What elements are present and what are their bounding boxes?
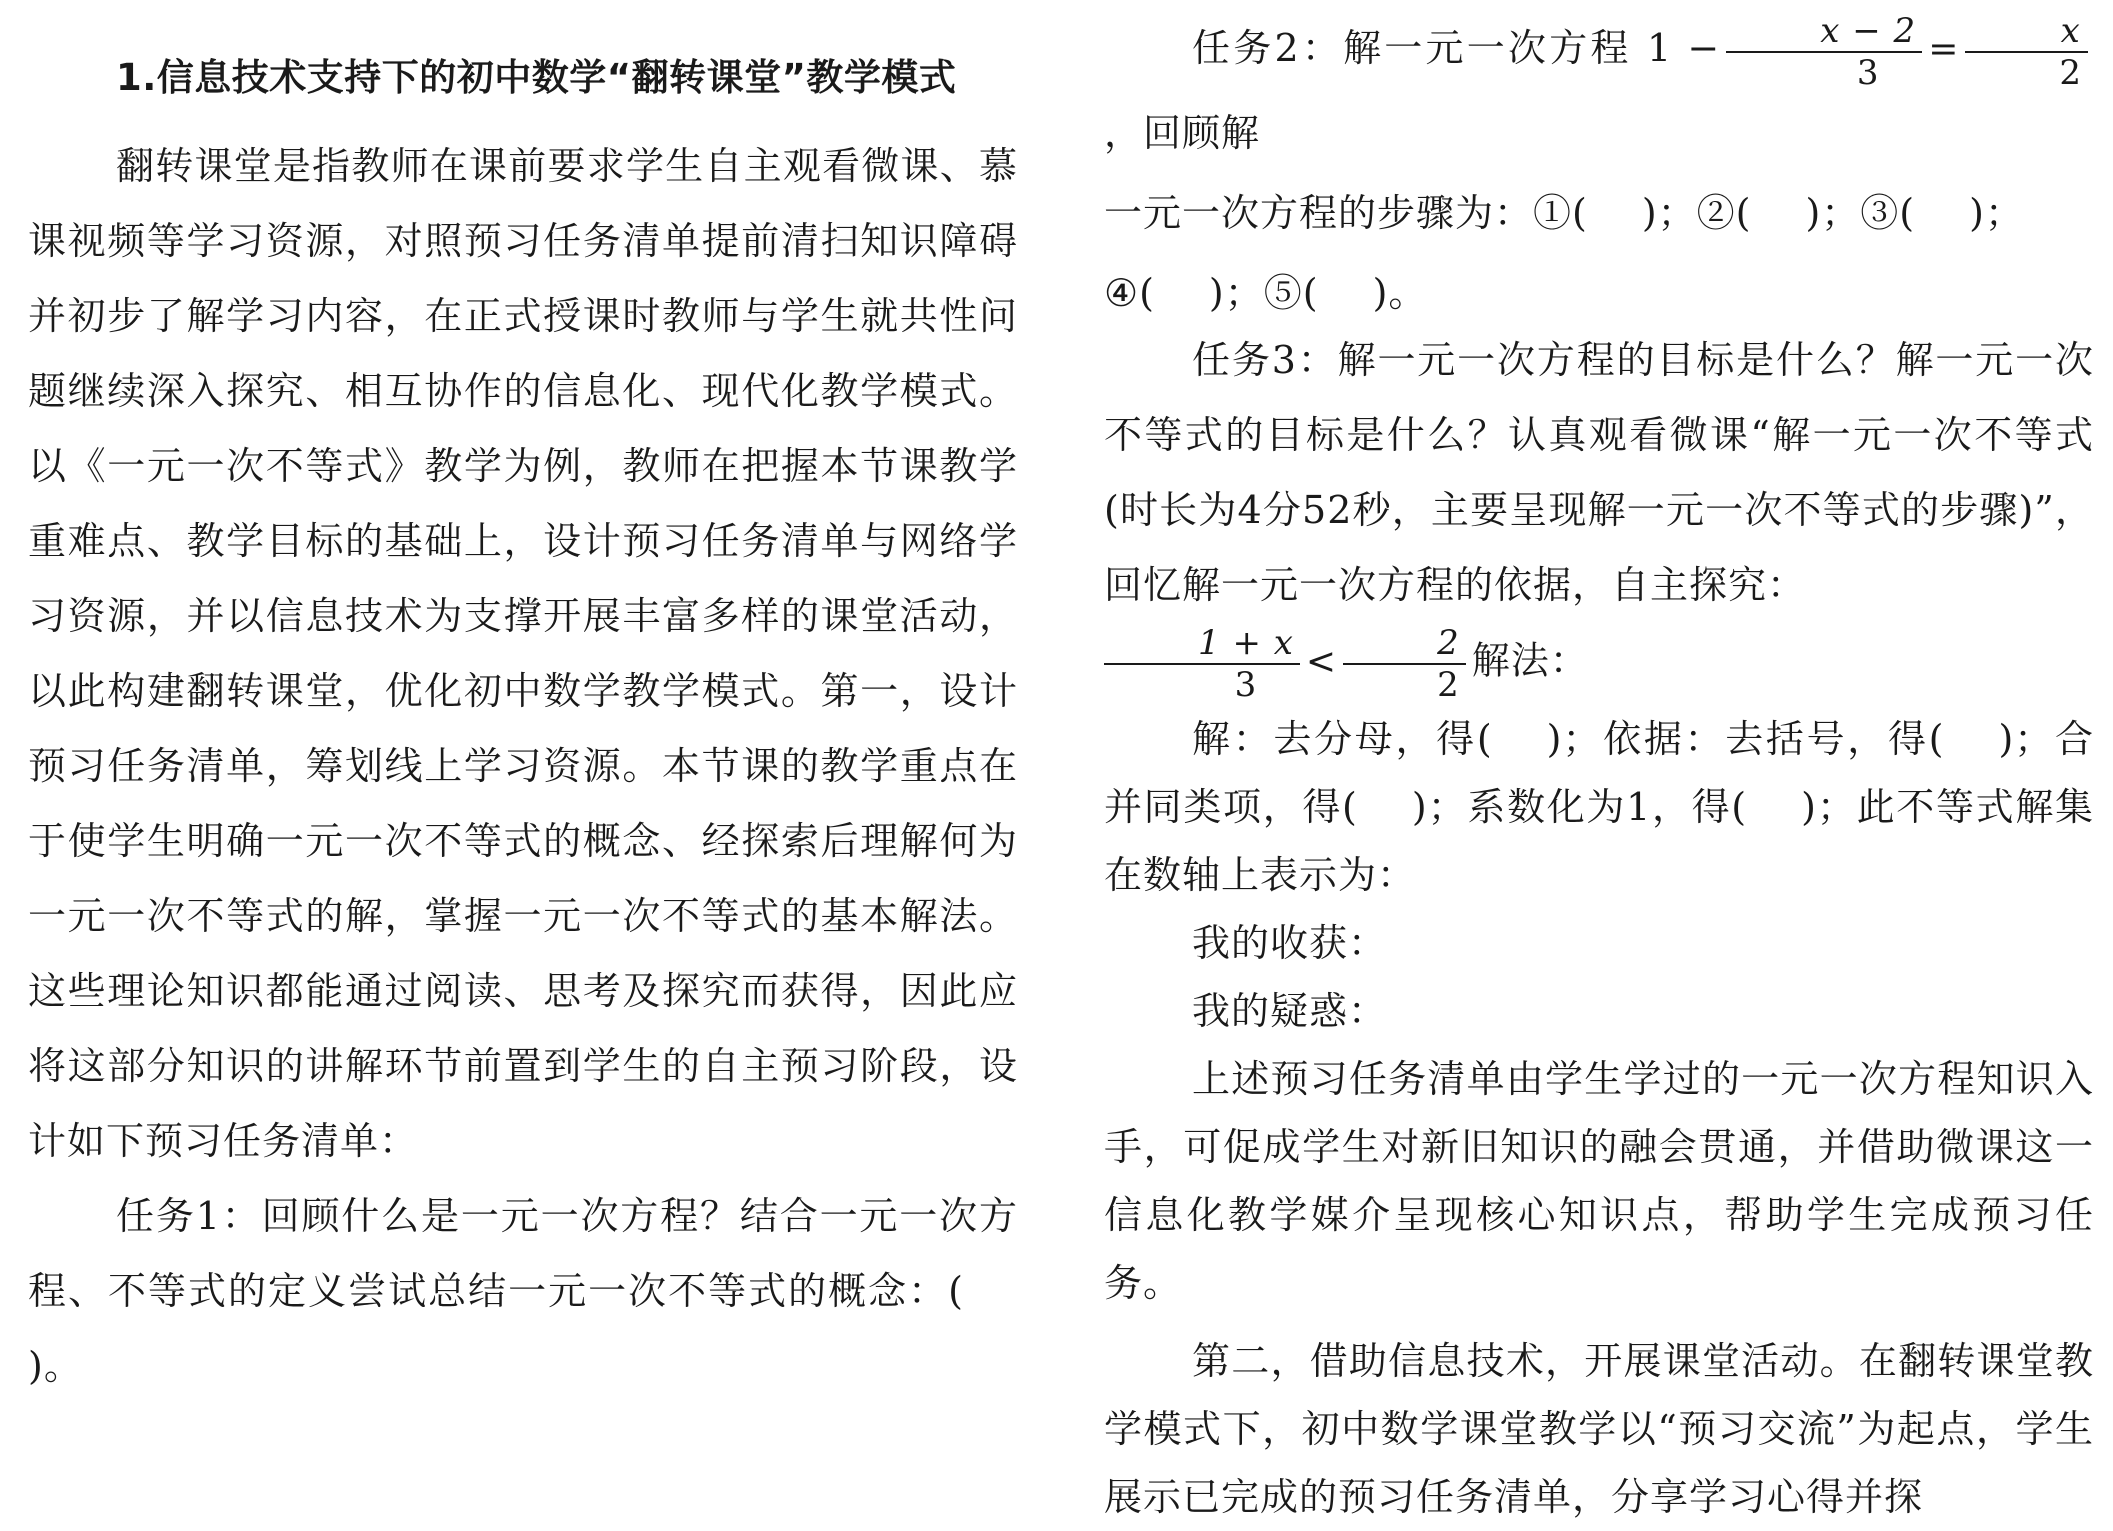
solution-step: )；依据：去括号，得( [1546, 716, 1945, 761]
second-step-paragraph: 第二，借助信息技术，开展课堂活动。在翻转课堂教学模式下，初中数学课堂教学以“预习交流”为起点，学生展示已完成的预习任务清单，分享学习心得并探 [1104, 1338, 2094, 1519]
task1-text: 任务1：回顾什么是一元一次方程？结合一元一次方程、不等式的定义尝试总结一元一次不等式的概念：( [28, 1194, 1018, 1313]
solution-step: )；系数化为1，得( [1411, 784, 1748, 829]
solution-step: 解：去分母，得( [1192, 716, 1493, 761]
fraction-denominator: 3 [1234, 664, 1258, 705]
task1-paragraph [28, 1179, 1018, 1404]
task3-paragraph [1104, 323, 2094, 705]
step-separator: ④( [1104, 270, 1155, 315]
step-separator: )； [1969, 190, 2024, 235]
fraction-denominator: 2 [1437, 664, 1460, 705]
intro-paragraph: 翻转课堂是指教师在课前要求学生自主观看微课、慕课视频等学习资源，对照预习任务清单提前清扫知识障碍并初步了解学习内容，在正式授课时教师与学生就共性问题继续深入探究、相互协作的信息化、现代化教学模式。以《一元一次不等式》教学为例，教师在把握本节课教学重难点、教学目标的基础上，设计预习任务清单与网络学习资源，并以信息技术为支撑开展丰富多样的课堂活动，以此构建翻转课堂，优化初中数学教学模式。第一，设计预习任务清单，筹划线上学习资源。本节课的教学重点在于使学生明确一元一次不等式的概念、经探索后理解何为一元一次不等式的解，掌握一元一次不等式的基本解法。这些理论知识都能通过阅读、思考及探究而获得，因此应将这部分知识的讲解环节前置到学生的自主预习阶段，设计如下预习任务清单： [28, 144, 1018, 1163]
task2-paragraph [1104, 8, 2094, 333]
less-than-sign: < [1305, 641, 1338, 682]
step-separator: )；②( [1641, 190, 1752, 235]
solution-paragraph [1104, 705, 2094, 909]
step-separator: )；③( [1805, 190, 1916, 235]
solution-step: )；合并同类项，得( [1104, 716, 2094, 829]
fraction-x-over-2 [1965, 11, 2088, 93]
section-heading: 1.信息技术支持下的初中数学“翻转课堂”教学模式 [116, 56, 957, 99]
solve-method-label: 解法： [1471, 638, 1589, 682]
fraction-denominator: 2 [2059, 52, 2082, 93]
fraction-numerator: 2 [1437, 622, 1460, 663]
summary-paragraph: 上述预习任务清单由学生学过的一元一次方程知识入手，可促成学生对新旧知识的融会贯通，并借助微课这一信息化教学媒介呈现核心知识点，帮助学生完成预习任务。 [1104, 1056, 2094, 1305]
task2-suffix: ，回顾解 [1104, 110, 1261, 155]
equals-sign: = [1928, 29, 1960, 70]
step-separator: )。 [1372, 270, 1428, 315]
fraction-denominator: 3 [1856, 52, 1880, 93]
step-separator: )；⑤( [1208, 270, 1319, 315]
fraction-x-minus-2-over-3 [1726, 11, 1922, 93]
task3-text: 任务3：解一元一次方程的目标是什么？解一元一次不等式的目标是什么？认真观看微课“解一元一次不等式(时长为4分52秒，主要呈现解一元一次不等式的步骤)”，回忆解一元一次方程的依据，自主探究： [1104, 337, 2094, 607]
fraction-numerator: 1 + x [1198, 622, 1294, 663]
solution-step: )；此不等式解集在数轴上表示为： [1104, 784, 2095, 897]
task2-steps-label: 一元一次方程的步骤为：①( [1104, 190, 1588, 235]
task1-close: )。 [28, 1344, 83, 1388]
left-column [28, 0, 1018, 1404]
doubt-line: 我的疑惑： [1192, 988, 1388, 1033]
fraction-numerator: x − 2 [1820, 10, 1917, 51]
fraction-numerator: x [2060, 10, 2081, 51]
gain-line: 我的收获： [1192, 920, 1388, 965]
fraction-1-plus-x-over-3 [1104, 623, 1300, 705]
task2-prefix: 任务2：解一元一次方程 1 − [1192, 26, 1721, 70]
right-column [1104, 0, 2094, 1531]
fraction-2-over-2 [1343, 623, 1466, 705]
